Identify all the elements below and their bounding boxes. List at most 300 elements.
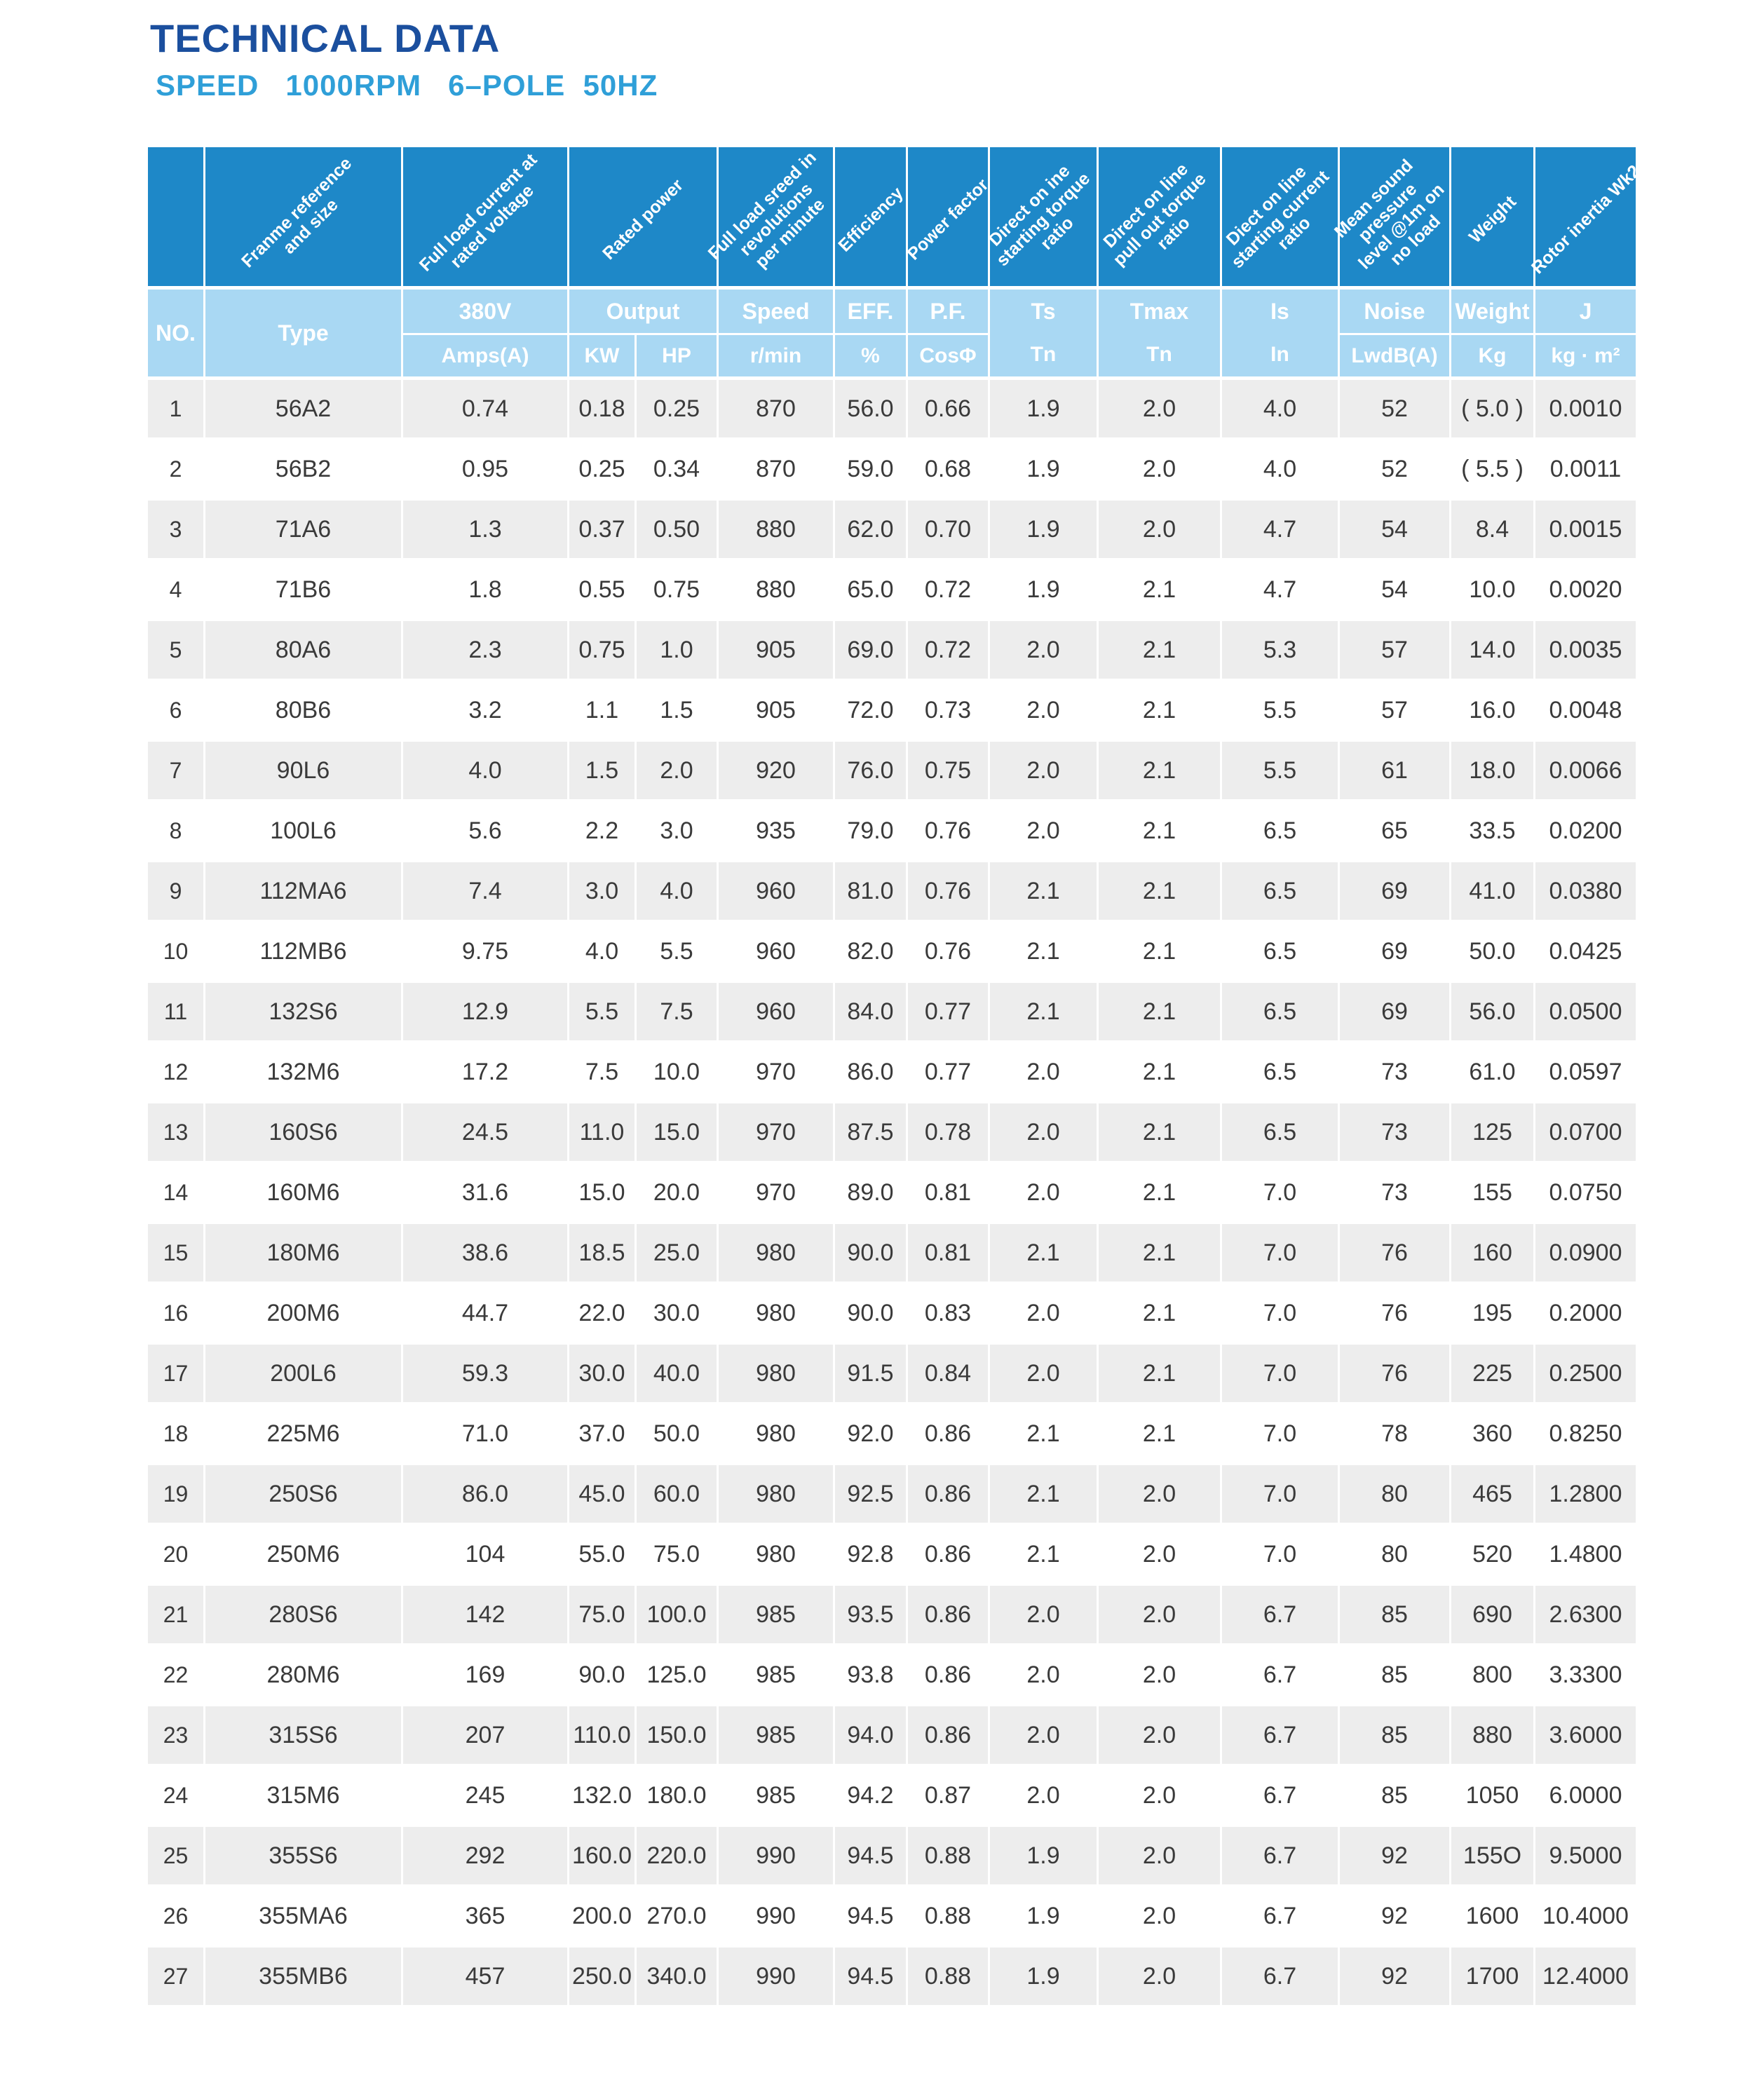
cell-is: 5.3 bbox=[1222, 621, 1340, 679]
cell-ts: 2.1 bbox=[990, 983, 1099, 1040]
cell-kw: 1.1 bbox=[569, 681, 637, 739]
cell-ts: 2.0 bbox=[990, 1103, 1099, 1161]
cell-ts: 1.9 bbox=[990, 380, 1099, 437]
table-row bbox=[148, 923, 1636, 980]
cell-rmin: 935 bbox=[719, 802, 835, 859]
cell-kw: 132.0 bbox=[569, 1767, 637, 1824]
rotated-header-label: Power factor bbox=[903, 175, 993, 264]
cell-j: 0.0380 bbox=[1549, 877, 1622, 904]
cell-eff: 59.0 bbox=[835, 440, 908, 498]
technical-data-table bbox=[148, 147, 1644, 2008]
cell-no: 19 bbox=[148, 1465, 205, 1523]
rotated-header-label: Mean sound pressure level @1m on no load bbox=[1330, 155, 1448, 273]
cell-is: 7.0 bbox=[1222, 1224, 1340, 1282]
cell-kg: 61.0 bbox=[1451, 1043, 1535, 1101]
cell-j: 0.0015 bbox=[1549, 515, 1622, 543]
cell-kg: 690 bbox=[1451, 1586, 1535, 1643]
rotated-header-full-load-current bbox=[403, 147, 569, 286]
cell-noise: 92 bbox=[1340, 1948, 1451, 2005]
cell-no: 27 bbox=[148, 1948, 205, 2005]
cell-amps: 0.95 bbox=[403, 440, 569, 498]
cell-noise: 73 bbox=[1340, 1043, 1451, 1101]
table-row bbox=[148, 1345, 1636, 1402]
cell-kg: 125 bbox=[1451, 1103, 1535, 1161]
cell-kw: 3.0 bbox=[569, 862, 637, 920]
cell-hp: 4.0 bbox=[637, 862, 719, 920]
cell-is: 4.0 bbox=[1222, 380, 1340, 437]
cell-rmin: 980 bbox=[719, 1465, 835, 1523]
cell-noise: 57 bbox=[1340, 621, 1451, 679]
subheader-top-is: Is bbox=[1222, 290, 1340, 333]
table-row bbox=[148, 1465, 1636, 1523]
cell-amps: 4.0 bbox=[403, 742, 569, 799]
cell-j: 0.0011 bbox=[1549, 455, 1622, 482]
cell-is: 5.5 bbox=[1222, 681, 1340, 739]
cell-no: 6 bbox=[148, 681, 205, 739]
cell-is: 6.7 bbox=[1222, 1706, 1340, 1764]
cell-is: 6.5 bbox=[1222, 983, 1340, 1040]
cell-no: 2 bbox=[148, 440, 205, 498]
cell-rmin: 985 bbox=[719, 1706, 835, 1764]
cell-tmax: 2.0 bbox=[1099, 1767, 1222, 1824]
cell-hp: 40.0 bbox=[637, 1345, 719, 1402]
cell-is: 4.7 bbox=[1222, 501, 1340, 558]
cell-j: 0.0200 bbox=[1549, 817, 1622, 844]
cell-amps: 31.6 bbox=[403, 1164, 569, 1221]
subheader-top-ts: Ts bbox=[990, 290, 1099, 333]
table-row bbox=[148, 1103, 1636, 1161]
cell-type: 71B6 bbox=[205, 561, 403, 618]
cell-hp: 0.75 bbox=[637, 561, 719, 618]
cell-hp: 1.0 bbox=[637, 621, 719, 679]
rotated-header-label: Direct on ine starting torque ratio bbox=[984, 161, 1094, 271]
cell-no: 1 bbox=[148, 380, 205, 437]
cell-tmax: 2.0 bbox=[1099, 501, 1222, 558]
cell-type: 250M6 bbox=[205, 1525, 403, 1583]
cell-j: 10.4000 bbox=[1542, 1902, 1629, 1929]
cell-rmin: 980 bbox=[719, 1224, 835, 1282]
cell-kw: 55.0 bbox=[569, 1525, 637, 1583]
cell-kw: 30.0 bbox=[569, 1345, 637, 1402]
cell-tmax: 2.1 bbox=[1099, 802, 1222, 859]
cell-noise: 76 bbox=[1340, 1284, 1451, 1342]
cell-eff: 69.0 bbox=[835, 621, 908, 679]
cell-amps: 457 bbox=[403, 1948, 569, 2005]
cell-no: 26 bbox=[148, 1887, 205, 1945]
rotated-header-label: Weight bbox=[1465, 191, 1520, 247]
cell-eff: 82.0 bbox=[835, 923, 908, 980]
table-row bbox=[148, 1525, 1636, 1583]
cell-type: 180M6 bbox=[205, 1224, 403, 1282]
cell-pf: 0.86 bbox=[908, 1706, 990, 1764]
cell-kg: 56.0 bbox=[1451, 983, 1535, 1040]
cell-amps: 2.3 bbox=[403, 621, 569, 679]
cell-kg: 880 bbox=[1451, 1706, 1535, 1764]
cell-noise: 69 bbox=[1340, 862, 1451, 920]
cell-type: 225M6 bbox=[205, 1405, 403, 1462]
cell-no: 24 bbox=[148, 1767, 205, 1824]
cell-tmax: 2.1 bbox=[1099, 983, 1222, 1040]
cell-kg: 18.0 bbox=[1451, 742, 1535, 799]
rotated-header-rated-power bbox=[569, 147, 719, 286]
cell-ts: 2.0 bbox=[990, 1284, 1099, 1342]
cell-eff: 65.0 bbox=[835, 561, 908, 618]
cell-rmin: 970 bbox=[719, 1103, 835, 1161]
cell-ts: 2.0 bbox=[990, 742, 1099, 799]
cell-j: 0.2500 bbox=[1549, 1359, 1622, 1387]
cell-noise: 73 bbox=[1340, 1164, 1451, 1221]
cell-j: 0.0750 bbox=[1549, 1178, 1622, 1206]
cell-tmax: 2.1 bbox=[1099, 1043, 1222, 1101]
cell-eff: 92.5 bbox=[835, 1465, 908, 1523]
cell-ts: 2.0 bbox=[990, 1586, 1099, 1643]
cell-ts: 2.1 bbox=[990, 862, 1099, 920]
cell-rmin: 990 bbox=[719, 1948, 835, 2005]
cell-noise: 54 bbox=[1340, 501, 1451, 558]
cell-noise: 85 bbox=[1340, 1706, 1451, 1764]
cell-type: 315M6 bbox=[205, 1767, 403, 1824]
cell-pf: 0.66 bbox=[908, 380, 990, 437]
cell-is: 6.7 bbox=[1222, 1767, 1340, 1824]
cell-noise: 69 bbox=[1340, 923, 1451, 980]
cell-type: 355S6 bbox=[205, 1827, 403, 1884]
cell-noise: 85 bbox=[1340, 1646, 1451, 1704]
subheader-unit-amps: Amps(A) bbox=[403, 333, 569, 376]
cell-hp: 0.34 bbox=[637, 440, 719, 498]
cell-kw: 200.0 bbox=[569, 1887, 637, 1945]
cell-is: 7.0 bbox=[1222, 1405, 1340, 1462]
cell-pf: 0.72 bbox=[908, 621, 990, 679]
subheader-unit-tmax: Tn bbox=[1099, 333, 1222, 376]
subheader-top-eff-: EFF. bbox=[835, 290, 908, 333]
cell-kg: 520 bbox=[1451, 1525, 1535, 1583]
cell-amps: 1.8 bbox=[403, 561, 569, 618]
subheader-unit-kg: Kg bbox=[1451, 333, 1535, 376]
subheader-top-speed: Speed bbox=[719, 290, 835, 333]
cell-amps: 3.2 bbox=[403, 681, 569, 739]
cell-is: 6.7 bbox=[1222, 1948, 1340, 2005]
cell-hp: 2.0 bbox=[637, 742, 719, 799]
cell-tmax: 2.0 bbox=[1099, 1706, 1222, 1764]
subheader-unit-ts: Tn bbox=[990, 333, 1099, 376]
cell-kw: 18.5 bbox=[569, 1224, 637, 1282]
cell-noise: 85 bbox=[1340, 1586, 1451, 1643]
rotated-header-label: Full load current at rated voltage bbox=[415, 149, 541, 276]
cell-no: 18 bbox=[148, 1405, 205, 1462]
cell-j: 0.0500 bbox=[1549, 998, 1622, 1025]
cell-is: 7.0 bbox=[1222, 1284, 1340, 1342]
cell-ts: 1.9 bbox=[990, 501, 1099, 558]
cell-j: 6.0000 bbox=[1549, 1781, 1622, 1809]
cell-eff: 72.0 bbox=[835, 681, 908, 739]
cell-type: 132S6 bbox=[205, 983, 403, 1040]
cell-type: 100L6 bbox=[205, 802, 403, 859]
cell-hp: 340.0 bbox=[637, 1948, 719, 2005]
cell-kw: 7.5 bbox=[569, 1043, 637, 1101]
cell-kg: 800 bbox=[1451, 1646, 1535, 1704]
cell-kg: 155O bbox=[1451, 1827, 1535, 1884]
cell-hp: 100.0 bbox=[637, 1586, 719, 1643]
table-row bbox=[148, 621, 1636, 679]
table-row bbox=[148, 1586, 1636, 1643]
table-body bbox=[148, 380, 1636, 2005]
cell-ts: 1.9 bbox=[990, 561, 1099, 618]
cell-kw: 5.5 bbox=[569, 983, 637, 1040]
table-row bbox=[148, 1043, 1636, 1101]
cell-rmin: 960 bbox=[719, 983, 835, 1040]
rotated-header-no bbox=[148, 147, 205, 286]
cell-rmin: 980 bbox=[719, 1284, 835, 1342]
cell-kw: 2.2 bbox=[569, 802, 637, 859]
cell-hp: 5.5 bbox=[637, 923, 719, 980]
cell-tmax: 2.1 bbox=[1099, 621, 1222, 679]
cell-pf: 0.88 bbox=[908, 1827, 990, 1884]
cell-kw: 11.0 bbox=[569, 1103, 637, 1161]
cell-ts: 2.0 bbox=[990, 1043, 1099, 1101]
cell-j: 0.0425 bbox=[1549, 937, 1622, 965]
cell-rmin: 980 bbox=[719, 1405, 835, 1462]
cell-ts: 2.1 bbox=[990, 1405, 1099, 1462]
cell-hp: 7.5 bbox=[637, 983, 719, 1040]
cell-type: 355MB6 bbox=[205, 1948, 403, 2005]
cell-hp: 1.5 bbox=[637, 681, 719, 739]
cell-pf: 0.76 bbox=[908, 802, 990, 859]
cell-noise: 76 bbox=[1340, 1345, 1451, 1402]
cell-kg: 360 bbox=[1451, 1405, 1535, 1462]
cell-eff: 62.0 bbox=[835, 501, 908, 558]
rotated-header-weight bbox=[1451, 147, 1535, 286]
cell-pf: 0.84 bbox=[908, 1345, 990, 1402]
cell-pf: 0.72 bbox=[908, 561, 990, 618]
subheader-unit-is: In bbox=[1222, 333, 1340, 376]
subheader-top-output: Output bbox=[569, 290, 719, 333]
cell-pf: 0.86 bbox=[908, 1586, 990, 1643]
table-row bbox=[148, 1405, 1636, 1462]
cell-tmax: 2.0 bbox=[1099, 1525, 1222, 1583]
rotated-header-band bbox=[148, 147, 1644, 286]
cell-noise: 80 bbox=[1340, 1465, 1451, 1523]
cell-j: 3.3300 bbox=[1549, 1661, 1622, 1688]
cell-type: 56A2 bbox=[205, 380, 403, 437]
cell-noise: 73 bbox=[1340, 1103, 1451, 1161]
cell-amps: 12.9 bbox=[403, 983, 569, 1040]
cell-eff: 84.0 bbox=[835, 983, 908, 1040]
cell-kg: 1700 bbox=[1451, 1948, 1535, 2005]
cell-tmax: 2.1 bbox=[1099, 923, 1222, 980]
cell-kg: 16.0 bbox=[1451, 681, 1535, 739]
cell-no: 10 bbox=[148, 923, 205, 980]
table-row bbox=[148, 681, 1636, 739]
cell-j: 0.0048 bbox=[1549, 696, 1622, 723]
cell-amps: 44.7 bbox=[403, 1284, 569, 1342]
cell-type: 80B6 bbox=[205, 681, 403, 739]
page-subtitle: SPEED 1000RPM 6–POLE 50HZ bbox=[156, 69, 658, 102]
cell-is: 5.5 bbox=[1222, 742, 1340, 799]
table-row bbox=[148, 440, 1636, 498]
cell-kg: ( 5.5 ) bbox=[1451, 440, 1535, 498]
cell-kw: 4.0 bbox=[569, 923, 637, 980]
cell-pf: 0.86 bbox=[908, 1646, 990, 1704]
cell-noise: 57 bbox=[1340, 681, 1451, 739]
cell-kw: 45.0 bbox=[569, 1465, 637, 1523]
cell-rmin: 870 bbox=[719, 440, 835, 498]
cell-is: 4.7 bbox=[1222, 561, 1340, 618]
cell-is: 6.5 bbox=[1222, 923, 1340, 980]
subheader-top-weight: Weight bbox=[1451, 290, 1535, 333]
cell-no: 25 bbox=[148, 1827, 205, 1884]
cell-ts: 2.0 bbox=[990, 1706, 1099, 1764]
cell-rmin: 985 bbox=[719, 1586, 835, 1643]
cell-amps: 169 bbox=[403, 1646, 569, 1704]
cell-is: 6.7 bbox=[1222, 1646, 1340, 1704]
cell-tmax: 2.0 bbox=[1099, 1948, 1222, 2005]
cell-rmin: 990 bbox=[719, 1827, 835, 1884]
cell-j: 0.0900 bbox=[1549, 1239, 1622, 1266]
cell-pf: 0.83 bbox=[908, 1284, 990, 1342]
cell-no: 9 bbox=[148, 862, 205, 920]
subheader-unit-rmin: r/min bbox=[719, 333, 835, 376]
cell-kg: 225 bbox=[1451, 1345, 1535, 1402]
cell-hp: 20.0 bbox=[637, 1164, 719, 1221]
subheader-unit-pf: CosΦ bbox=[908, 333, 990, 376]
cell-rmin: 905 bbox=[719, 621, 835, 679]
cell-is: 7.0 bbox=[1222, 1345, 1340, 1402]
cell-is: 7.0 bbox=[1222, 1164, 1340, 1221]
cell-is: 6.7 bbox=[1222, 1586, 1340, 1643]
cell-amps: 38.6 bbox=[403, 1224, 569, 1282]
cell-hp: 25.0 bbox=[637, 1224, 719, 1282]
cell-ts: 2.1 bbox=[990, 1465, 1099, 1523]
cell-rmin: 920 bbox=[719, 742, 835, 799]
cell-tmax: 2.1 bbox=[1099, 862, 1222, 920]
cell-is: 7.0 bbox=[1222, 1525, 1340, 1583]
cell-tmax: 2.1 bbox=[1099, 1405, 1222, 1462]
cell-amps: 142 bbox=[403, 1586, 569, 1643]
cell-pf: 0.86 bbox=[908, 1465, 990, 1523]
cell-amps: 24.5 bbox=[403, 1103, 569, 1161]
cell-kg: ( 5.0 ) bbox=[1451, 380, 1535, 437]
cell-no: 11 bbox=[148, 983, 205, 1040]
rotated-header-rotor-inertia bbox=[1527, 147, 1644, 286]
cell-no: 15 bbox=[148, 1224, 205, 1282]
cell-j: 2.6300 bbox=[1549, 1600, 1622, 1628]
cell-eff: 92.8 bbox=[835, 1525, 908, 1583]
table-row bbox=[148, 1164, 1636, 1221]
cell-eff: 94.5 bbox=[835, 1827, 908, 1884]
rotated-header-label: Rotor inertia Wk2 bbox=[1527, 161, 1644, 278]
cell-kg: 50.0 bbox=[1451, 923, 1535, 980]
cell-hp: 50.0 bbox=[637, 1405, 719, 1462]
cell-pf: 0.88 bbox=[908, 1948, 990, 2005]
cell-no: 16 bbox=[148, 1284, 205, 1342]
cell-noise: 54 bbox=[1340, 561, 1451, 618]
cell-kg: 465 bbox=[1451, 1465, 1535, 1523]
cell-rmin: 970 bbox=[719, 1164, 835, 1221]
cell-eff: 93.5 bbox=[835, 1586, 908, 1643]
cell-eff: 94.0 bbox=[835, 1706, 908, 1764]
cell-type: 160M6 bbox=[205, 1164, 403, 1221]
cell-tmax: 2.0 bbox=[1099, 1827, 1222, 1884]
cell-rmin: 980 bbox=[719, 1345, 835, 1402]
cell-hp: 3.0 bbox=[637, 802, 719, 859]
cell-hp: 180.0 bbox=[637, 1767, 719, 1824]
cell-pf: 0.75 bbox=[908, 742, 990, 799]
cell-noise: 52 bbox=[1340, 380, 1451, 437]
cell-j: 9.5000 bbox=[1549, 1842, 1622, 1869]
cell-ts: 1.9 bbox=[990, 1887, 1099, 1945]
cell-pf: 0.88 bbox=[908, 1887, 990, 1945]
cell-j: 1.4800 bbox=[1549, 1540, 1622, 1568]
cell-eff: 93.8 bbox=[835, 1646, 908, 1704]
cell-kw: 0.37 bbox=[569, 501, 637, 558]
cell-tmax: 2.1 bbox=[1099, 1284, 1222, 1342]
cell-hp: 220.0 bbox=[637, 1827, 719, 1884]
cell-amps: 9.75 bbox=[403, 923, 569, 980]
cell-is: 6.5 bbox=[1222, 1043, 1340, 1101]
rotated-header-sound-level bbox=[1330, 147, 1451, 286]
cell-hp: 10.0 bbox=[637, 1043, 719, 1101]
cell-kg: 8.4 bbox=[1451, 501, 1535, 558]
cell-no: 7 bbox=[148, 742, 205, 799]
cell-type: 160S6 bbox=[205, 1103, 403, 1161]
cell-pf: 0.77 bbox=[908, 1043, 990, 1101]
cell-noise: 92 bbox=[1340, 1887, 1451, 1945]
cell-no: 13 bbox=[148, 1103, 205, 1161]
cell-amps: 365 bbox=[403, 1887, 569, 1945]
rotated-header-label: Diect on line starting current ratio bbox=[1222, 161, 1333, 273]
cell-hp: 125.0 bbox=[637, 1646, 719, 1704]
cell-pf: 0.78 bbox=[908, 1103, 990, 1161]
cell-noise: 76 bbox=[1340, 1224, 1451, 1282]
cell-ts: 2.0 bbox=[990, 1164, 1099, 1221]
cell-rmin: 960 bbox=[719, 862, 835, 920]
cell-hp: 150.0 bbox=[637, 1706, 719, 1764]
cell-rmin: 960 bbox=[719, 923, 835, 980]
cell-j: 0.0010 bbox=[1549, 395, 1622, 422]
cell-tmax: 2.1 bbox=[1099, 742, 1222, 799]
cell-type: 280M6 bbox=[205, 1646, 403, 1704]
cell-rmin: 985 bbox=[719, 1767, 835, 1824]
page-title: TECHNICAL DATA bbox=[150, 16, 501, 60]
cell-j: 12.4000 bbox=[1542, 1962, 1629, 1990]
cell-eff: 79.0 bbox=[835, 802, 908, 859]
cell-type: 280S6 bbox=[205, 1586, 403, 1643]
cell-tmax: 2.1 bbox=[1099, 561, 1222, 618]
table-row bbox=[148, 802, 1636, 859]
cell-ts: 2.1 bbox=[990, 1525, 1099, 1583]
cell-j: 0.0700 bbox=[1549, 1118, 1622, 1146]
cell-j: 1.2800 bbox=[1549, 1480, 1622, 1507]
cell-noise: 61 bbox=[1340, 742, 1451, 799]
cell-type: 250S6 bbox=[205, 1465, 403, 1523]
cell-type: 315S6 bbox=[205, 1706, 403, 1764]
cell-kw: 250.0 bbox=[569, 1948, 637, 2005]
cell-type: 90L6 bbox=[205, 742, 403, 799]
cell-noise: 65 bbox=[1340, 802, 1451, 859]
cell-amps: 1.3 bbox=[403, 501, 569, 558]
subheader-band bbox=[148, 290, 1636, 376]
cell-ts: 2.1 bbox=[990, 923, 1099, 980]
subheader-top-tmax: Tmax bbox=[1099, 290, 1222, 333]
cell-eff: 90.0 bbox=[835, 1224, 908, 1282]
cell-kw: 0.25 bbox=[569, 440, 637, 498]
cell-no: 5 bbox=[148, 621, 205, 679]
rotated-header-starting-current bbox=[1222, 147, 1340, 286]
rotated-header-efficiency bbox=[835, 147, 908, 286]
cell-eff: 94.5 bbox=[835, 1948, 908, 2005]
cell-kg: 155 bbox=[1451, 1164, 1535, 1221]
cell-noise: 92 bbox=[1340, 1827, 1451, 1884]
